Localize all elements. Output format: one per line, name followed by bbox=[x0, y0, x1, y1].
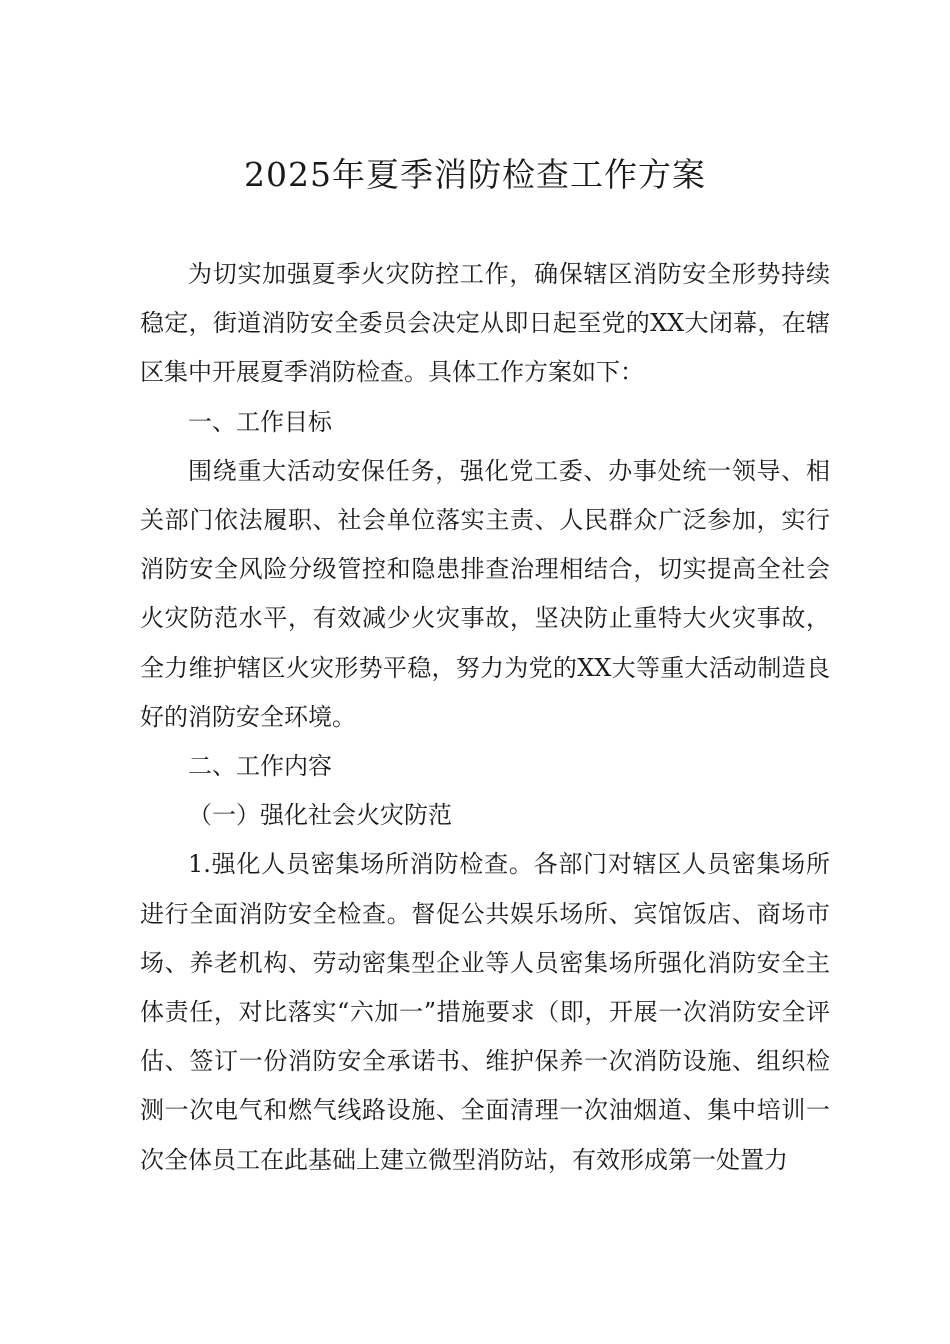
subsection-heading-fire-prevention: （一）强化社会火灾防范 bbox=[188, 801, 452, 830]
document-title: 2025年夏季消防检查工作方案 bbox=[244, 155, 706, 194]
section-heading-goals: 一、工作目标 bbox=[188, 407, 332, 436]
intro-paragraph: 为切实加强夏季火灾防控工作，确保辖区消防安全形势持续稳定，街道消防安全委员会决定从即日起至党的XX大闭幕，在辖区集中开展夏季消防检查。具体工作方案如下： bbox=[140, 260, 830, 387]
section-heading-content: 二、工作内容 bbox=[188, 752, 332, 781]
document-body bbox=[140, 250, 830, 1185]
item-paragraph-crowded-places: 1.强化人员密集场所消防检查。各部门对辖区人员密集场所进行全面消防安全检查。督促公共娱乐场所、宾馆饭店、商场市场、养老机构、劳动密集型企业等人员密集场所强化消防安全主体责任，对比落实“六加一”措施要求（即，开展一次消防安全评估、签订一份消防安全承诺书、维护保养一次消防设施、组织检测一次电气和燃气线路设施、全面清理一次油烟道、集中培训一次全体员工在此基础上建立微型消防站，有效形成第一处置力 bbox=[140, 850, 830, 1174]
goals-paragraph: 围绕重大活动安保任务，强化党工委、办事处统一领导、相关部门依法履职、社会单位落实主责、人民群众广泛参加，实行消防安全风险分级管控和隐患排查治理相结合，切实提高全社会火灾防范水平，有效减少火灾事故，坚决防止重特大火灾事故，全力维护辖区火灾形势平稳，努力为党的XX大等重大活动制造良好的消防安全环境。 bbox=[140, 456, 830, 731]
